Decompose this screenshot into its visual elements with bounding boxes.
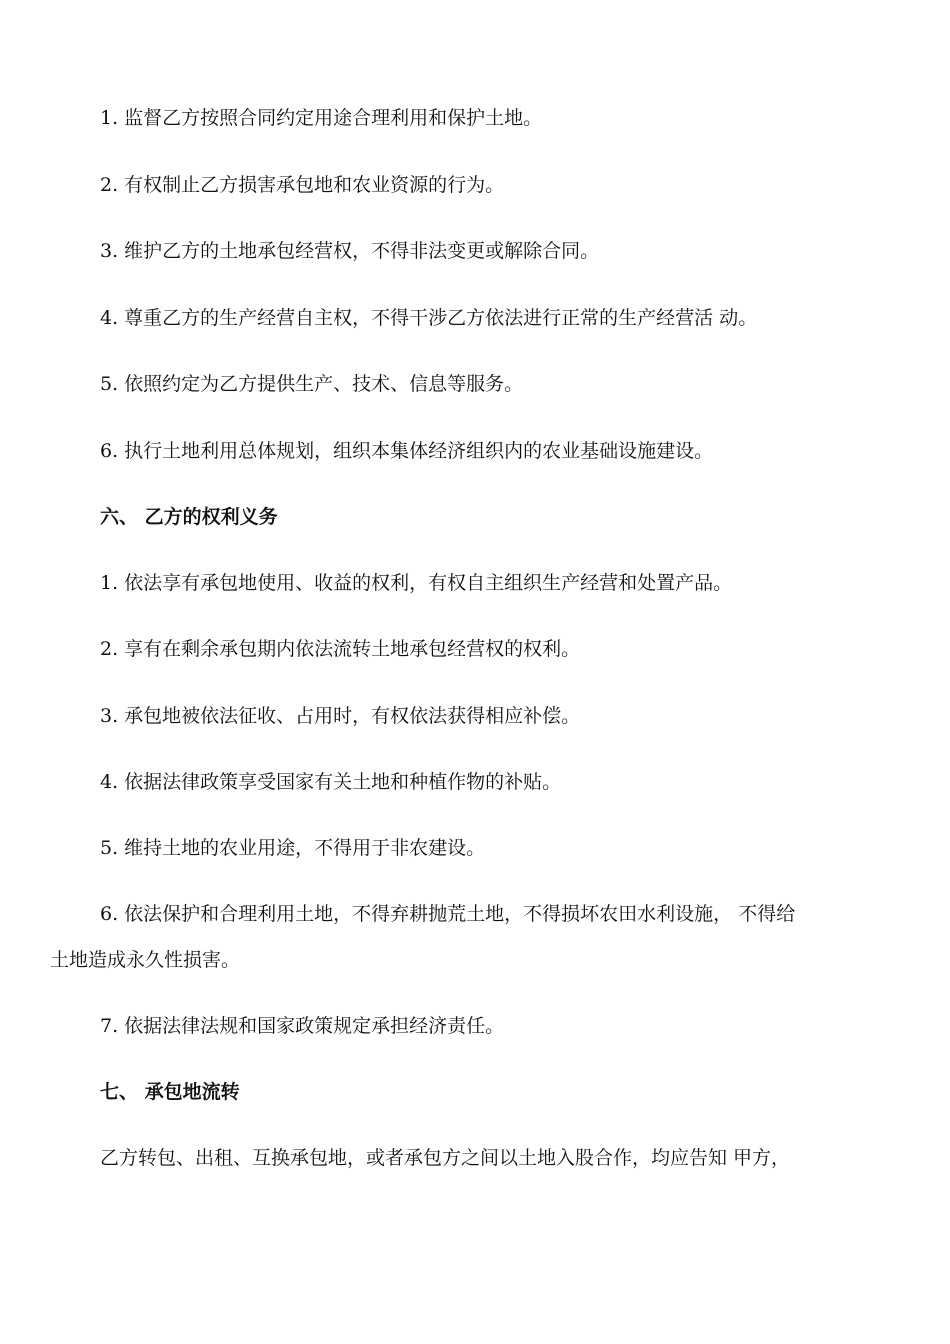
yifang-item-6-line-2: 土地造成永久性损害。 xyxy=(50,949,241,971)
section-6-heading: 六、 乙方的权利义务 xyxy=(100,506,278,528)
section-7-heading: 七、 承包地流转 xyxy=(100,1081,240,1103)
yifang-item-4: 4. 依据法律政策享受国家有关土地和种植作物的补贴。 xyxy=(100,771,562,793)
jiafang-item-3: 3. 维护乙方的土地承包经营权，不得非法变更或解除合同。 xyxy=(100,240,600,262)
yifang-item-1: 1. 依法享有承包地使用、收益的权利，有权自主组织生产经营和处置产品。 xyxy=(100,572,733,594)
jiafang-item-2: 2. 有权制止乙方损害承包地和农业资源的行为。 xyxy=(100,174,505,196)
jiafang-item-1: 1. 监督乙方按照合同约定用途合理利用和保护土地。 xyxy=(100,107,543,129)
yifang-item-2: 2. 享有在剩余承包期内依法流转土地承包经营权的权利。 xyxy=(100,638,581,660)
yifang-item-5: 5. 维持土地的农业用途，不得用于非农建设。 xyxy=(100,837,486,859)
jiafang-item-4: 4. 尊重乙方的生产经营自主权，不得干涉乙方依法进行正常的生产经营活 动。 xyxy=(100,307,758,329)
yifang-item-3: 3. 承包地被依法征收、占用时，有权依法获得相应补偿。 xyxy=(100,705,581,727)
yifang-item-7: 7. 依据法律法规和国家政策规定承担经济责任。 xyxy=(100,1015,505,1037)
jiafang-item-6: 6. 执行土地利用总体规划，组织本集体经济组织内的农业基础设施建设。 xyxy=(100,440,714,462)
yifang-item-6-line-1: 6. 依法保护和合理利用土地，不得弃耕抛荒土地，不得损坏农田水利设施， 不得给 xyxy=(100,903,796,925)
section-7-paragraph: 乙方转包、出租、互换承包地，或者承包方之间以土地入股合作，均应告知 甲方， xyxy=(100,1147,791,1169)
jiafang-item-5: 5. 依照约定为乙方提供生产、技术、信息等服务。 xyxy=(100,373,524,395)
